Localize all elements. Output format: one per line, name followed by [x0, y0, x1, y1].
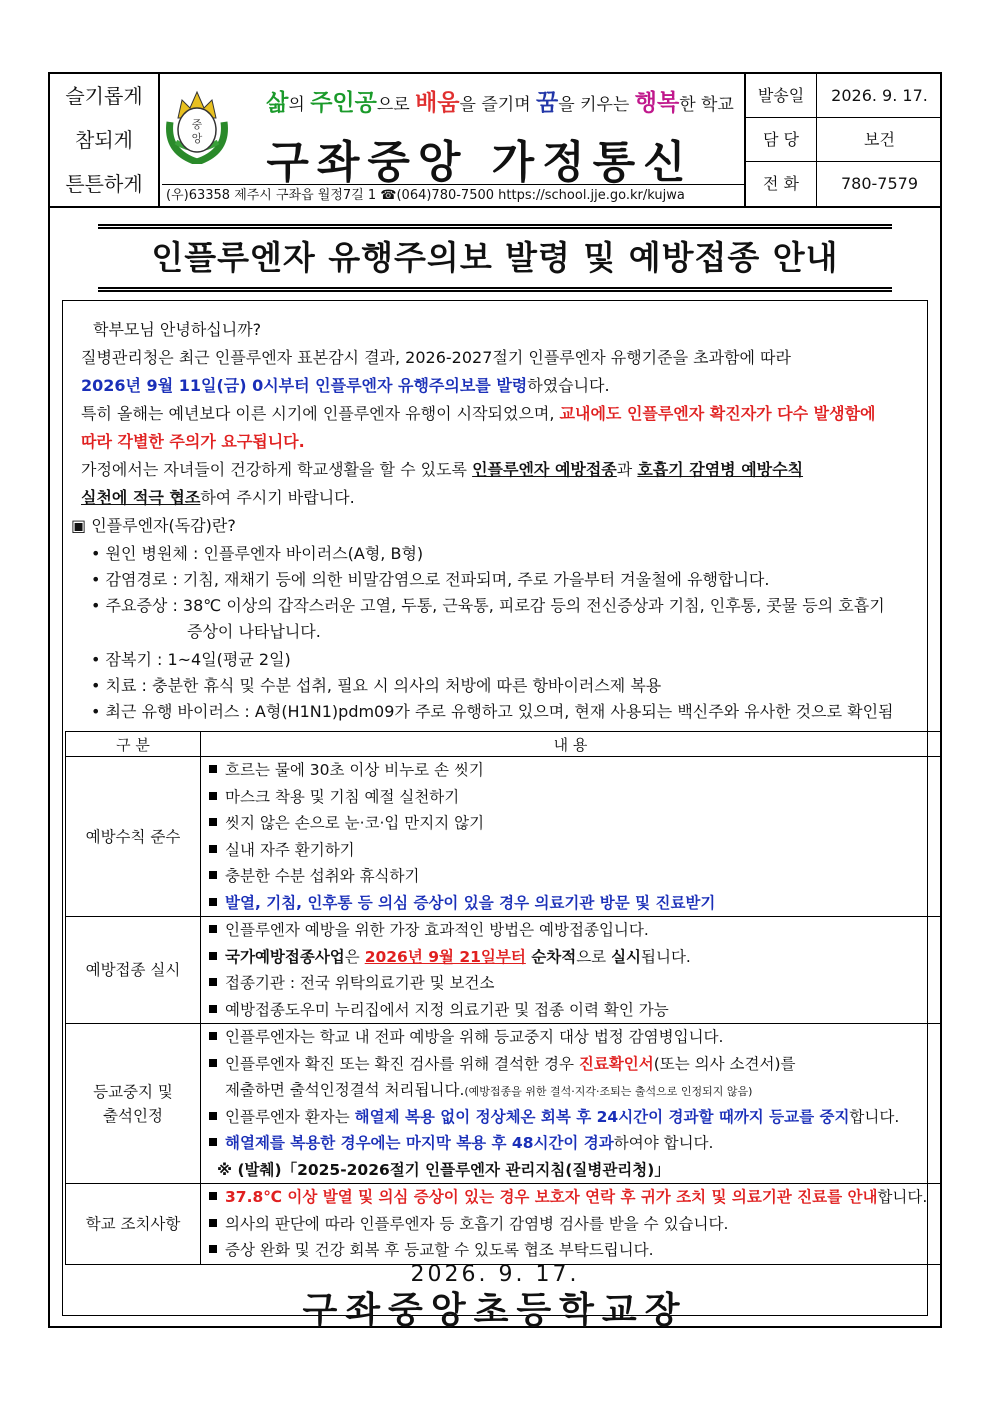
- meta-dept-row: [746, 118, 942, 162]
- source-note: ※ (발췌)「2025-2026절기 인플루엔자 관리지침(질병관리청)」: [217, 1160, 670, 1179]
- item-text: 제출하면 출석인정결석 처리됩니다.: [225, 1081, 465, 1099]
- slogan-segment: 배움: [415, 90, 460, 116]
- meta-phone-row: [746, 162, 942, 206]
- item-text: 인플루엔자 확진 또는 확진 검사를 위해 결석한 경우: [225, 1054, 579, 1073]
- item-text: 의사의 판단에 따라 인플루엔자 등 호흡기 감염병 검사를 받을 수 있습니다.: [225, 1214, 729, 1233]
- item-text: 국가예방접종사업: [225, 947, 345, 966]
- list-item: [201, 1184, 940, 1211]
- start-date-highlight: 2026년 9월 21일부터: [364, 947, 526, 966]
- content-cell: [201, 1024, 941, 1184]
- square-bullet-icon: [209, 765, 217, 773]
- intro-line: 질병관리청은 최근 인플루엔자 표본감시 결과, 2026-2027절기 인플루엔자 유행기준을 초과함에 따라: [81, 348, 791, 367]
- item-text: 예방접종도우미 누리집에서 지정 의료기관 및 접종 이력 확인 가능: [225, 1000, 669, 1019]
- item-text: 인플루엔자는 학교 내 전파 예방을 위해 등교중지 대상 법정 감염병입니다.: [225, 1028, 724, 1046]
- square-bullet-icon: [209, 845, 217, 853]
- square-bullet-icon: [209, 952, 217, 960]
- list-item: [201, 1130, 940, 1157]
- text: 하여 주시기 바랍니다.: [200, 488, 355, 507]
- intro-line: [81, 457, 803, 480]
- intro-line: [81, 429, 305, 452]
- item-text: 흐르는 물에 30초 이상 비누로 손 씻기: [225, 761, 484, 779]
- item-text: 37.8℃ 이상 발열 및 의심 증상이 있는 경우 보호자 연락 후 귀가 조치 및 의료기관 진료를 안내: [225, 1188, 878, 1206]
- document-body: [62, 300, 928, 1316]
- flu-item: • 감염경로 : 기침, 재채기 등에 의한 비말감염으로 전파되며, 주로 가을부터 겨울철에 유행합니다.: [91, 570, 770, 589]
- list-item: [201, 757, 940, 784]
- flu-item-cont: 증상이 나타납니다.: [187, 622, 321, 641]
- issue-meta: [744, 74, 942, 206]
- emphasis: 인플루엔자 예방접종: [472, 460, 617, 479]
- meta-label: 발송일: [746, 74, 817, 117]
- flu-item: • 주요증상 : 38℃ 이상의 갑작스러운 고열, 두통, 근육통, 피로감 등의 전신증상과 기침, 인후통, 콧물 등의 호흡기: [91, 596, 885, 615]
- table-header-row: [66, 732, 941, 757]
- list-item: [201, 1104, 940, 1131]
- emphasis: 호흡기 감염병 예방수칙: [637, 460, 804, 479]
- category-cell: 예방접종 실시: [66, 917, 201, 1024]
- list-item: [201, 837, 940, 864]
- item-text: 합니다.: [877, 1188, 928, 1206]
- col-header-category: 구 분: [66, 732, 201, 757]
- table-row: [66, 1184, 941, 1265]
- meta-value: 2026. 9. 17.: [831, 86, 928, 105]
- flu-item-text: 잠복기 : 1~4일(평균 2일): [105, 650, 291, 669]
- square-bullet-icon: [209, 1005, 217, 1013]
- item-text: 씻지 않은 손으로 눈·코·입 만지지 않기: [225, 814, 485, 832]
- list-item: [201, 784, 940, 811]
- list-item: [201, 997, 940, 1024]
- slogan-segment: 꿈: [536, 90, 559, 116]
- slogan-segment: 행복: [634, 90, 680, 116]
- principal-signature: 구좌중앙초등학교장: [302, 1290, 688, 1331]
- slogan-segment: 의: [288, 95, 311, 115]
- item-note: (예방접종을 위한 결석·지각·조퇴는 출석으로 인정되지 않음): [464, 1085, 753, 1098]
- newsletter-title: 구좌중앙 가정통신: [266, 137, 694, 188]
- slogan-segment: 을 즐기며: [459, 95, 537, 115]
- item-text: (또는 의사 소견서)를: [653, 1054, 796, 1073]
- item-text: 실시: [611, 947, 642, 966]
- issue-date: 2026. 9. 17.: [410, 1262, 580, 1287]
- slogan-segment: 한 학교: [679, 95, 734, 115]
- intro-line: [81, 373, 610, 396]
- slogan-segment: 삶: [266, 90, 289, 116]
- list-item: [201, 1237, 940, 1264]
- list-item: [201, 890, 940, 917]
- list-item: [201, 863, 940, 890]
- item-text: 마스크 착용 및 기침 예절 실천하기: [225, 787, 460, 806]
- text: 가정에서는 자녀들이 건강하게 학교생활을 할 수 있도록: [81, 460, 473, 479]
- item-text: 으로: [576, 947, 612, 966]
- col-header-content: 내 용: [201, 732, 941, 757]
- content-cell: [201, 757, 941, 917]
- square-bullet-icon: [209, 1059, 217, 1067]
- category-cell: 학교 조치사항: [66, 1184, 201, 1265]
- list-item: [201, 1077, 940, 1104]
- flu-item-text: 최근 유행 바이러스 : A형(H1N1)pdm09가 주로 유행하고 있으며, 현재 사용되는 백신주와 유사한 것으로 확인됨: [105, 702, 894, 721]
- alert-highlight: 2026년 9월 11일(금) 0시부터 인플루엔자 유행주의보를 발령: [81, 376, 528, 395]
- emphasis: 실천에 적극 협조: [81, 488, 201, 507]
- item-text: 실내 자주 환기하기: [225, 840, 355, 859]
- item-text: 해열제 복용 없이 정상체온 회복 후 24시간이 경과할 때까지 등교를 중지: [354, 1107, 850, 1126]
- item-text: 됩니다.: [641, 947, 691, 966]
- square-bullet-icon: [209, 792, 217, 800]
- table-row: [66, 917, 941, 1024]
- motto-2: 참되게: [75, 128, 133, 152]
- square-bullet-icon: [209, 818, 217, 826]
- meta-label: 전 화: [746, 162, 817, 206]
- motto-3: 튼튼하게: [65, 172, 143, 196]
- warning-highlight: 교내에도 인플루엔자 확진자가 다수 발생함에: [559, 404, 876, 423]
- list-item: [201, 810, 940, 837]
- warning-highlight: 따라 각별한 주의가 요구됩니다.: [81, 432, 305, 451]
- slogan-segment: 을 키우는: [558, 95, 635, 115]
- flu-item: • 원인 병원체 : 인플루엔자 바이러스(A형, B형): [91, 544, 424, 563]
- list-item: [201, 1051, 940, 1078]
- header: [50, 74, 940, 208]
- square-bullet-icon: [209, 1112, 217, 1120]
- meta-label: 담 당: [746, 118, 817, 161]
- category-line: 출석인정: [103, 1106, 163, 1125]
- school-slogan: [260, 84, 740, 117]
- item-text: 발열, 기침, 인후통 등 의심 증상이 있을 경우 의료기관 방문 및 진료받기: [225, 893, 716, 912]
- guidance-table: [65, 731, 941, 1265]
- list-item: [201, 1157, 940, 1184]
- list-item: [201, 970, 940, 997]
- item-text: 합니다.: [849, 1107, 900, 1126]
- square-bullet-icon: [209, 898, 217, 906]
- newsletter-frame: [48, 72, 942, 1331]
- intro-line: [81, 401, 876, 424]
- table-row: [66, 1024, 941, 1184]
- flu-item: • 치료 : 충분한 휴식 및 수분 섭취, 필요 시 의사의 처방에 따른 항바이러스제 복용: [91, 676, 662, 695]
- square-bullet-icon: [209, 1138, 217, 1146]
- svg-text:중: 중: [191, 118, 203, 131]
- flu-item-text: 감염경로 : 기침, 재채기 등에 의한 비말감염으로 전파되며, 주로 가을부터 겨울철에 유행합니다.: [105, 570, 770, 589]
- item-text: 접종기관 : 전국 위탁의료기관 및 보건소: [225, 974, 495, 992]
- slogan-segment: 주인공: [310, 90, 377, 116]
- table-row: [66, 757, 941, 917]
- item-text: 은: [344, 947, 365, 966]
- item-text: 증상 완화 및 건강 회복 후 등교할 수 있도록 협조 부탁드립니다.: [225, 1241, 654, 1259]
- list-item: [201, 1024, 940, 1051]
- flu-item-text: 치료 : 충분한 휴식 및 수분 섭취, 필요 시 의사의 처방에 따른 항바이러스제 복용: [105, 676, 662, 695]
- list-item: [201, 917, 940, 944]
- motto-1: 슬기롭게: [65, 84, 143, 108]
- svg-text:앙: 앙: [191, 132, 203, 145]
- meta-date-row: [746, 74, 942, 118]
- square-bullet-icon: [209, 1219, 217, 1227]
- meta-value: 780-7579: [840, 174, 919, 193]
- content-cell: [201, 1184, 941, 1265]
- item-text: 하여야 합니다.: [613, 1134, 714, 1152]
- square-bullet-icon: [209, 1245, 217, 1253]
- text: 과: [616, 460, 638, 479]
- school-address: (우)63358 제주시 구좌읍 월정7길 1 ☎(064)780-7500 https://school.jje.go.kr/kujwa: [162, 184, 744, 206]
- slogan-segment: 으로: [376, 95, 416, 115]
- school-motto: [50, 74, 160, 206]
- text: 하였습니다.: [527, 376, 610, 395]
- item-text: 인플루엔자 예방을 위한 가장 효과적인 방법은 예방접종입니다.: [225, 921, 649, 939]
- item-text: 해열제를 복용한 경우에는 마지막 복용 후 48시간이 경과: [225, 1134, 614, 1152]
- flu-item-text: 주요증상 : 38℃ 이상의 갑작스러운 고열, 두통, 근육통, 피로감 등의 전신증상과 기침, 인후통, 콧물 등의 호흡기: [105, 596, 885, 615]
- list-item: [201, 1211, 940, 1238]
- intro-line: [81, 485, 355, 508]
- square-bullet-icon: [209, 925, 217, 933]
- flu-heading: ▣ 인플루엔자(독감)란?: [71, 516, 236, 535]
- category-cell: 예방수칙 준수: [66, 757, 201, 917]
- meta-value: 보건: [864, 130, 895, 149]
- item-text: 순차적: [525, 947, 577, 966]
- item-text: 충분한 수분 섭취와 휴식하기: [225, 867, 420, 885]
- greeting: 학부모님 안녕하십니까?: [93, 320, 262, 339]
- square-bullet-icon: [209, 1192, 217, 1200]
- square-bullet-icon: [209, 1032, 217, 1040]
- item-text: 인플루엔자 환자는: [225, 1107, 355, 1126]
- flu-item: • 최근 유행 바이러스 : A형(H1N1)pdm09가 주로 유행하고 있으며, 현재 사용되는 백신주와 유사한 것으로 확인됨: [91, 702, 894, 721]
- document-title: 인플루엔자 유행주의보 발령 및 예방접종 안내: [98, 224, 892, 292]
- text: 특히 올해는 예년보다 이른 시기에 인플루엔자 유행이 시작되었으며,: [81, 404, 560, 423]
- category-cell: [66, 1024, 201, 1184]
- flu-item-text: 원인 병원체 : 인플루엔자 바이러스(A형, B형): [105, 544, 424, 563]
- list-item: [201, 944, 940, 971]
- content-cell: [201, 917, 941, 1024]
- flu-item: • 잠복기 : 1~4일(평균 2일): [91, 650, 291, 669]
- square-bullet-icon: [209, 978, 217, 986]
- category-line: 등교중지 및: [93, 1082, 173, 1101]
- square-bullet-icon: [209, 871, 217, 879]
- item-text: 진료확인서: [578, 1054, 654, 1073]
